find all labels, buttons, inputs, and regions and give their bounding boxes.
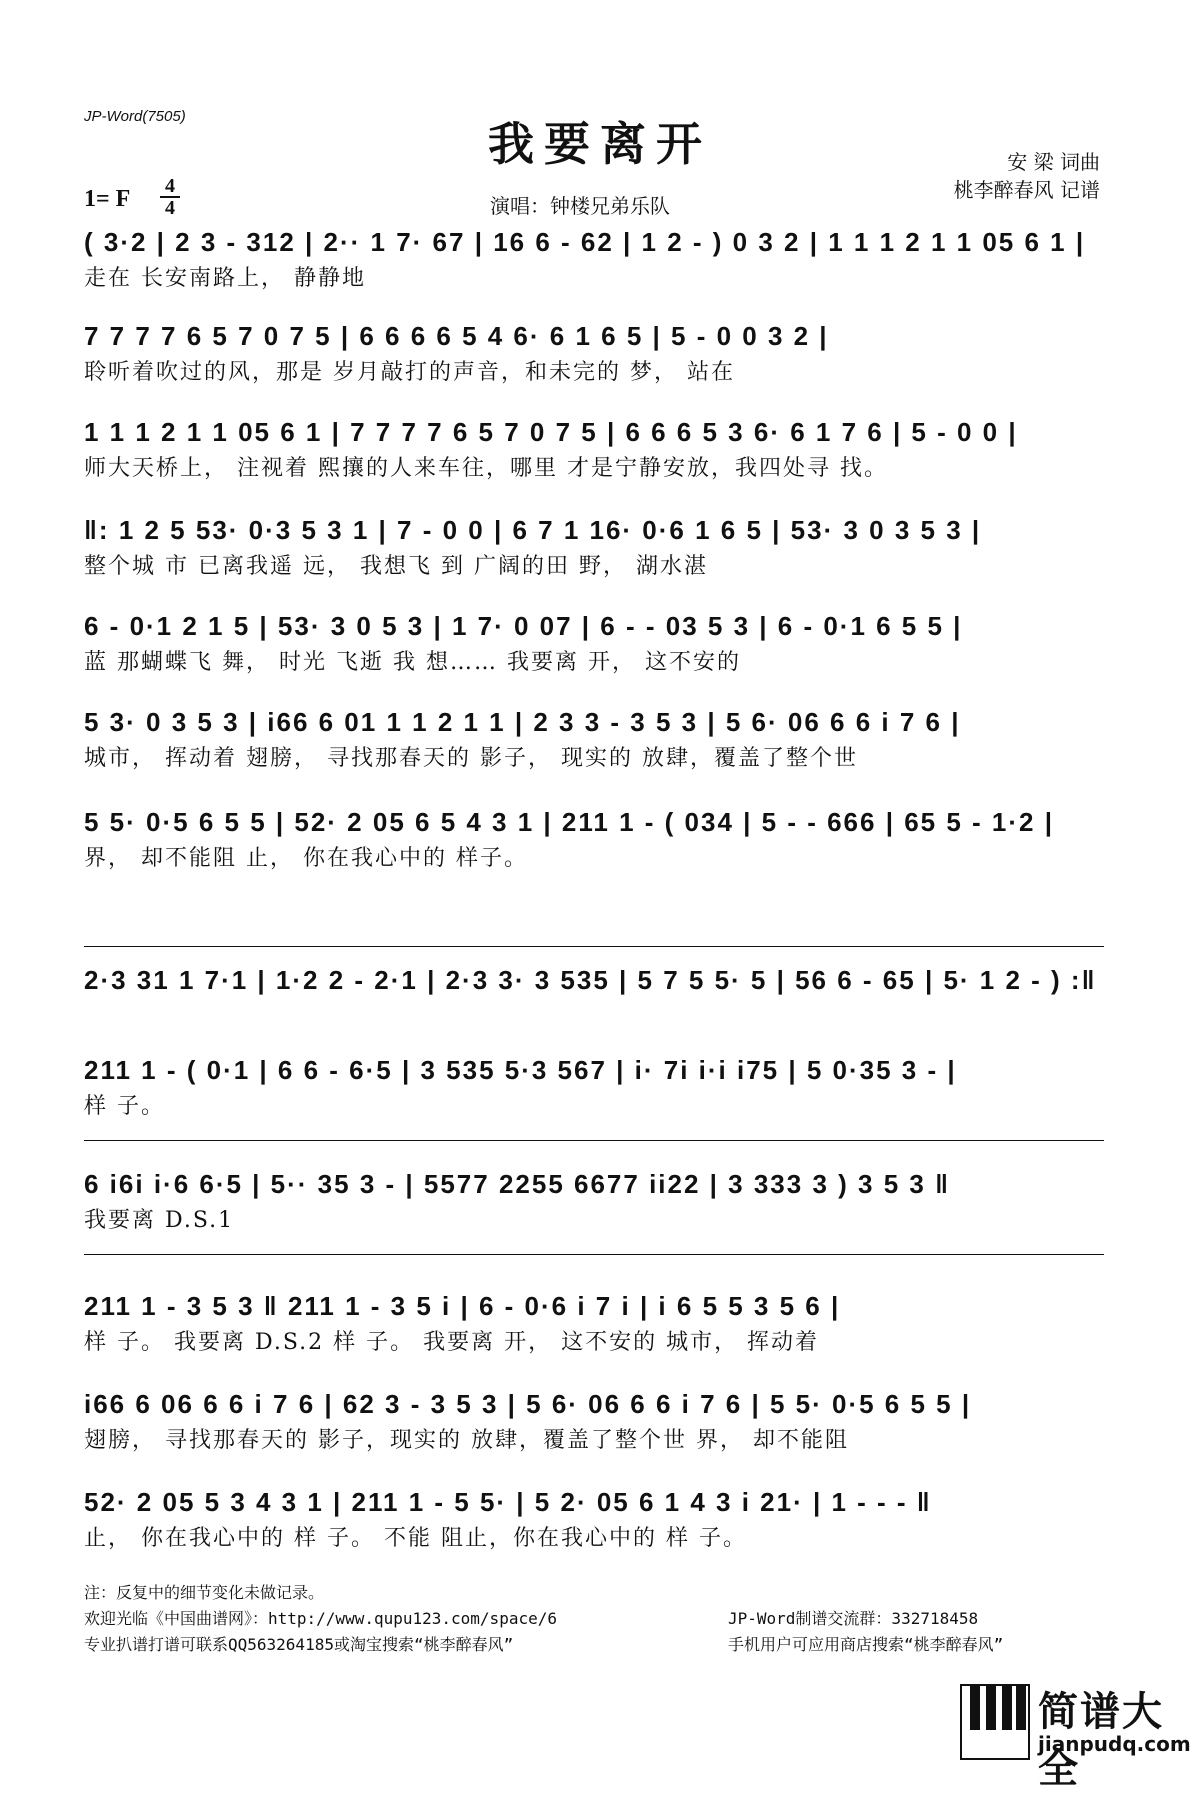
notation-row: 1 1 1 2 1 1 05 6 1 | 7 7 7 7 6 5 7 0 7 5 | 6 6 6 5 3 6· 6 1 7 6 | 5 - 0 0 |	[84, 417, 1018, 447]
time-signature	[160, 176, 180, 218]
lyric-row: 样 子。	[84, 1094, 165, 1119]
transcriber: 桃李醉春风 记谱	[953, 178, 1100, 202]
key-signature: 1= F	[84, 186, 131, 212]
volta-bracket-line	[84, 1140, 1104, 1141]
lyric-row	[84, 1000, 1104, 1034]
group-note: JP-Word制谱交流群：332718458	[728, 1609, 979, 1628]
lyric-row: 翅膀， 寻找那春天的 影子，现实的 放肆，覆盖了整个世 界， 却不能阻	[84, 1428, 849, 1453]
notation-row: 6 i6i i·6 6·5 | 5·· 35 3 - | 5577 2255 6677 ii22 | 3 333 3 ) 3 5 3 ‖	[84, 1169, 951, 1199]
system-11	[84, 1286, 1104, 1360]
lyricist-composer: 安 梁 词曲	[1007, 150, 1100, 174]
system-10	[84, 1164, 1104, 1238]
system-6	[84, 702, 1104, 776]
song-title: 我要离开	[488, 117, 712, 171]
contact-note: 专业扒谱打谱可联系QQ563264185或淘宝搜索“桃李醉春风”	[84, 1635, 514, 1654]
system-12	[84, 1384, 1104, 1458]
system-4	[84, 510, 1104, 584]
lyric-row: 我要离 D.S.1	[84, 1208, 235, 1233]
system-3	[84, 412, 1104, 486]
logo-url: jianpudq.com	[1038, 1732, 1191, 1756]
notation-row: 211 1 - ( 0·1 | 6 6 - 6·5 | 3 535 5·3 567 | i· 7i i·i i75 | 5 0·35 3 - |	[84, 1055, 957, 1085]
lyric-row: 样 子。 我要离 D.S.2 样 子。 我要离 开， 这不安的 城市， 挥动着	[84, 1330, 820, 1355]
lyric-row: 蓝 那蝴蝶飞 舞， 时光 飞逝 我 想…… 我要离 开， 这不安的	[84, 650, 741, 675]
logo-name: 简谱大全	[1038, 1689, 1164, 1792]
notation-row: ( 3·2 | 2 3 - 312 | 2·· 1 7· 67 | 16 6 - 62 | 1 2 - ) 0 3 2 | 1 1 1 2 1 1 05 6 1 |	[84, 227, 1086, 257]
system-8	[84, 960, 1104, 1034]
system-13	[84, 1482, 1104, 1556]
system-2	[84, 316, 1104, 390]
lyric-row: 走在 长安南路上， 静静地	[84, 266, 366, 291]
notation-row: ‖: 1 2 5 53· 0·3 5 3 1 | 7 - 0 0 | 6 7 1 16· 0·6 1 6 5 | 53· 3 0 3 5 3 |	[84, 515, 982, 545]
lyric-row: 师大天桥上， 注视着 熙攘的人来车往，哪里 才是宁静安放，我四处寻 找。	[84, 456, 888, 481]
mobile-note: 手机用户可应用商店搜索“桃李醉春风”	[728, 1635, 1004, 1654]
notation-row: 6 - 0·1 2 1 5 | 53· 3 0 5 3 | 1 7· 0 07 | 6 - - 03 5 3 | 6 - 0·1 6 5 5 |	[84, 611, 963, 641]
volta-bracket-line	[84, 1254, 1104, 1255]
notation-row: 2·3 31 1 7·1 | 1·2 2 - 2·1 | 2·3 3· 3 535 | 5 7 5 5· 5 | 56 6 - 65 | 5· 1 2 - ) :‖	[84, 965, 1097, 995]
lyric-row: 整个城 市 已离我遥 远， 我想飞 到 广阔的田 野， 湖水湛	[84, 554, 708, 579]
notation-row: 7 7 7 7 6 5 7 0 7 5 | 6 6 6 6 5 4 6· 6 1 6 5 | 5 - 0 0 3 2 |	[84, 321, 829, 351]
lyric-row: 城市， 挥动着 翅膀， 寻找那春天的 影子， 现实的 放肆，覆盖了整个世	[84, 746, 858, 771]
system-7	[84, 802, 1104, 876]
time-signature-top: 4	[160, 176, 180, 198]
footnote: 注：反复中的细节变化未做记录。	[84, 1583, 325, 1602]
site-note: 欢迎光临《中国曲谱网》：http://www.qupu123.com/space/6	[84, 1609, 557, 1628]
time-signature-bottom: 4	[165, 197, 175, 219]
piano-icon	[960, 1684, 1030, 1760]
singer: 演唱：钟楼兄弟乐队	[490, 194, 670, 218]
lyric-row: 止， 你在我心中的 样 子。 不能 阻止，你在我心中的 样 子。	[84, 1526, 747, 1551]
volta-bracket-line	[84, 946, 1104, 947]
notation-row: 52· 2 05 5 3 4 3 1 | 211 1 - 5 5· | 5 2· 05 6 1 4 3 i 21· | 1 - - - ‖	[84, 1487, 932, 1517]
system-1	[84, 222, 1104, 296]
system-9	[84, 1050, 1104, 1124]
notation-row: 211 1 - 3 5 3 ‖ 211 1 - 3 5 i | 6 - 0·6 i 7 i | i 6 5 5 3 5 6 |	[84, 1291, 841, 1321]
lyric-row: 界， 却不能阻 止， 你在我心中的 样子。	[84, 846, 528, 871]
lyric-row: 聆听着吹过的风，那是 岁月敲打的声音，和未完的 梦， 站在	[84, 360, 735, 385]
system-5	[84, 606, 1104, 680]
notation-row: 5 3· 0 3 5 3 | i66 6 01 1 1 2 1 1 | 2 3 3 - 3 5 3 | 5 6· 06 6 6 i 7 6 |	[84, 707, 961, 737]
site-logo	[960, 1680, 1196, 1792]
notation-row: i66 6 06 6 6 i 7 6 | 62 3 - 3 5 3 | 5 6· 06 6 6 i 7 6 | 5 5· 0·5 6 5 5 |	[84, 1389, 972, 1419]
notation-row: 5 5· 0·5 6 5 5 | 52· 2 05 6 5 4 3 1 | 211 1 - ( 034 | 5 - - 666 | 65 5 - 1·2 |	[84, 807, 1054, 837]
app-version: JP-Word(7505)	[84, 108, 186, 125]
